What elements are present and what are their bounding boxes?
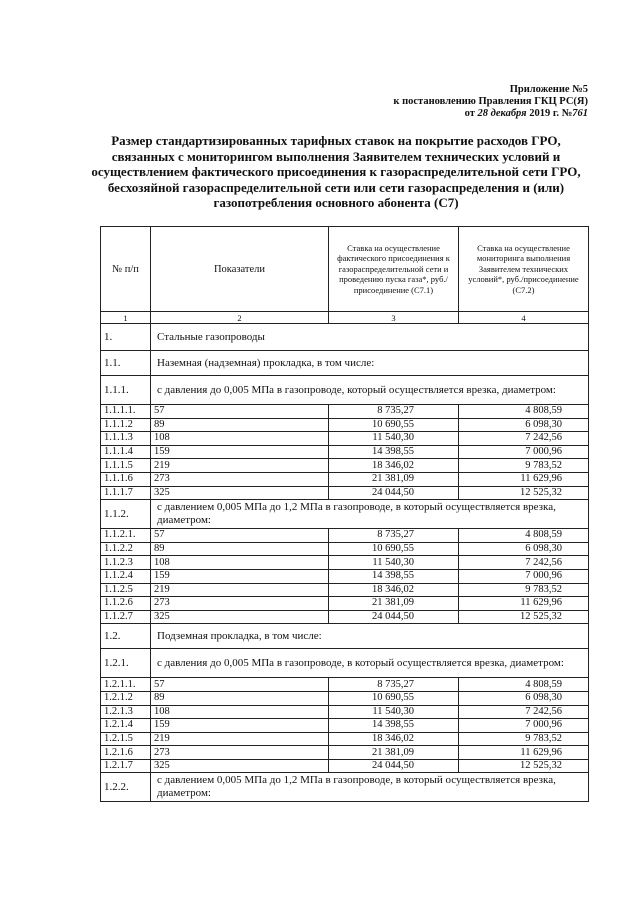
rate-monitoring-value: 9 783,52 xyxy=(459,732,589,746)
rate-connection-value: 21 381,09 xyxy=(329,746,459,760)
appendix-title: Приложение №5 xyxy=(509,84,588,95)
date-year: 2019 г. xyxy=(529,108,560,119)
appendix-date-line xyxy=(393,108,588,120)
rate-monitoring-value: 6 098,30 xyxy=(459,418,589,432)
rate-connection-value: 11 540,30 xyxy=(329,432,459,446)
row-number: 1.2.1.5 xyxy=(101,732,151,746)
rate-monitoring-value: 11 629,96 xyxy=(459,746,589,760)
pipe-diameter: 108 xyxy=(151,705,329,719)
row-number: 1.2.1.3 xyxy=(101,705,151,719)
row-number: 1.1.1.7 xyxy=(101,486,151,500)
pipe-diameter: 159 xyxy=(151,719,329,733)
rate-monitoring-value: 7 000,96 xyxy=(459,569,589,583)
pipe-diameter: 325 xyxy=(151,486,329,500)
table-row xyxy=(101,418,589,432)
table-row xyxy=(101,678,589,692)
table-header-row xyxy=(101,227,589,312)
appendix-reference: к постановлению Правления ГКЦ РС(Я) xyxy=(393,96,588,107)
pipe-diameter: 325 xyxy=(151,759,329,773)
document-title: Размер стандартизированных тарифных ставок на покрытие расходов ГРО, связанных с мониторингом выполнения Заявителем технических условий и осуществлением фактического присоединения к газораспределительной сети ГРО, бесхозяйной газораспределительной сети или сети газораспределения и (или) газопотребления основного абонента (С7) xyxy=(91,133,581,211)
rate-connection-value: 14 398,55 xyxy=(329,569,459,583)
rate-monitoring-value: 11 629,96 xyxy=(459,597,589,611)
pipe-diameter: 325 xyxy=(151,610,329,624)
pipe-diameter: 57 xyxy=(151,678,329,692)
pipe-diameter: 219 xyxy=(151,459,329,473)
rate-monitoring-value: 7 242,56 xyxy=(459,705,589,719)
table-row xyxy=(101,529,589,543)
row-number: 1.2.1.4 xyxy=(101,719,151,733)
row-number: 1.2.1.1. xyxy=(101,678,151,692)
pipe-diameter: 57 xyxy=(151,405,329,419)
row-number: 1.1.1.4 xyxy=(101,445,151,459)
table-row xyxy=(101,486,589,500)
rate-connection-value: 18 346,02 xyxy=(329,732,459,746)
row-label: с давлением 0,005 МПа до 1,2 МПа в газопроводе, в который осуществляется врезка, диаметром: xyxy=(151,773,589,802)
pipe-diameter: 273 xyxy=(151,746,329,760)
section-row xyxy=(101,324,589,351)
section-row xyxy=(101,500,589,529)
rate-connection-value: 8 735,27 xyxy=(329,405,459,419)
table-row xyxy=(101,432,589,446)
row-number: 1.1.1.5 xyxy=(101,459,151,473)
row-number: 1.2.1.2 xyxy=(101,691,151,705)
section-row xyxy=(101,624,589,649)
rate-monitoring-value: 4 808,59 xyxy=(459,405,589,419)
column-number: 2 xyxy=(151,312,329,324)
column-number: 1 xyxy=(101,312,151,324)
rate-connection-value: 14 398,55 xyxy=(329,719,459,733)
row-number: 1.1.2.5 xyxy=(101,583,151,597)
row-number: 1.1.1.3 xyxy=(101,432,151,446)
row-number: 1.1.2.2 xyxy=(101,542,151,556)
rate-monitoring-value: 7 000,96 xyxy=(459,445,589,459)
rate-connection-value: 10 690,55 xyxy=(329,418,459,432)
rate-monitoring-value: 12 525,32 xyxy=(459,610,589,624)
row-number: 1.1. xyxy=(101,351,151,376)
rate-monitoring-value: 7 000,96 xyxy=(459,719,589,733)
table-row xyxy=(101,405,589,419)
pipe-diameter: 89 xyxy=(151,691,329,705)
pipe-diameter: 219 xyxy=(151,732,329,746)
rate-monitoring-value: 4 808,59 xyxy=(459,678,589,692)
section-row xyxy=(101,376,589,405)
pipe-diameter: 273 xyxy=(151,472,329,486)
document-number: 761 xyxy=(572,108,588,119)
section-row xyxy=(101,649,589,678)
rate-connection-value: 18 346,02 xyxy=(329,583,459,597)
pipe-diameter: 57 xyxy=(151,529,329,543)
appendix-block xyxy=(393,84,588,120)
pipe-diameter: 159 xyxy=(151,569,329,583)
table-row xyxy=(101,691,589,705)
row-label: Стальные газопроводы xyxy=(151,324,589,351)
row-label: с давлением 0,005 МПа до 1,2 МПа в газопроводе, в который осуществляется врезка, диаметром: xyxy=(151,500,589,529)
row-number: 1.1.1.6 xyxy=(101,472,151,486)
table-row xyxy=(101,556,589,570)
row-number: 1.1.2.7 xyxy=(101,610,151,624)
pipe-diameter: 89 xyxy=(151,542,329,556)
rate-connection-value: 8 735,27 xyxy=(329,678,459,692)
pipe-diameter: 108 xyxy=(151,556,329,570)
table-row xyxy=(101,732,589,746)
header-rate-connection: Ставка на осуществление фактического присоединения к газораспределительной сети и проведению пуска газа*, руб./присоединение (С7.1) xyxy=(329,227,459,312)
rate-connection-value: 11 540,30 xyxy=(329,705,459,719)
rate-connection-value: 10 690,55 xyxy=(329,542,459,556)
row-number: 1.2.1.7 xyxy=(101,759,151,773)
row-label: с давления до 0,005 МПа в газопроводе, который осуществляется врезка, диаметром: xyxy=(151,376,589,405)
rate-connection-value: 11 540,30 xyxy=(329,556,459,570)
row-number: 1.1.2.6 xyxy=(101,597,151,611)
row-number: 1.1.2.3 xyxy=(101,556,151,570)
rate-connection-value: 21 381,09 xyxy=(329,597,459,611)
rate-monitoring-value: 4 808,59 xyxy=(459,529,589,543)
row-number: 1.2.1.6 xyxy=(101,746,151,760)
header-indicators: Показатели xyxy=(151,227,329,312)
column-number: 3 xyxy=(329,312,459,324)
rate-monitoring-value: 6 098,30 xyxy=(459,691,589,705)
row-label: Подземная прокладка, в том числе: xyxy=(151,624,589,649)
table-row xyxy=(101,445,589,459)
row-number: 1.1.1.2 xyxy=(101,418,151,432)
number-label: № xyxy=(561,108,573,119)
rate-monitoring-value: 9 783,52 xyxy=(459,459,589,473)
date-prefix: от xyxy=(464,108,475,119)
rate-connection-value: 14 398,55 xyxy=(329,445,459,459)
rate-monitoring-value: 12 525,32 xyxy=(459,759,589,773)
table-row xyxy=(101,719,589,733)
header-number: № п/п xyxy=(101,227,151,312)
rate-monitoring-value: 12 525,32 xyxy=(459,486,589,500)
row-number: 1.1.1.1. xyxy=(101,405,151,419)
section-row xyxy=(101,773,589,802)
row-label: Наземная (надземная) прокладка, в том числе: xyxy=(151,351,589,376)
column-number: 4 xyxy=(459,312,589,324)
rate-monitoring-value: 7 242,56 xyxy=(459,432,589,446)
rate-connection-value: 18 346,02 xyxy=(329,459,459,473)
row-label: с давления до 0,005 МПа в газопроводе, в который осуществляется врезка, диаметром: xyxy=(151,649,589,678)
row-number: 1.2. xyxy=(101,624,151,649)
table-row xyxy=(101,597,589,611)
table-row xyxy=(101,472,589,486)
rate-monitoring-value: 7 242,56 xyxy=(459,556,589,570)
table-row xyxy=(101,569,589,583)
rate-connection-value: 21 381,09 xyxy=(329,472,459,486)
table-row xyxy=(101,583,589,597)
pipe-diameter: 219 xyxy=(151,583,329,597)
row-number: 1.2.2. xyxy=(101,773,151,802)
table-row xyxy=(101,705,589,719)
row-number: 1.1.2. xyxy=(101,500,151,529)
rate-monitoring-value: 6 098,30 xyxy=(459,542,589,556)
table-row xyxy=(101,610,589,624)
pipe-diameter: 108 xyxy=(151,432,329,446)
rate-connection-value: 24 044,50 xyxy=(329,486,459,500)
table-row xyxy=(101,459,589,473)
pipe-diameter: 159 xyxy=(151,445,329,459)
table-row xyxy=(101,746,589,760)
rate-connection-value: 8 735,27 xyxy=(329,529,459,543)
rate-monitoring-value: 11 629,96 xyxy=(459,472,589,486)
row-number: 1.1.1. xyxy=(101,376,151,405)
row-number: 1. xyxy=(101,324,151,351)
date-month: декабря xyxy=(490,108,527,119)
rate-monitoring-value: 9 783,52 xyxy=(459,583,589,597)
row-number: 1.2.1. xyxy=(101,649,151,678)
rate-connection-value: 24 044,50 xyxy=(329,610,459,624)
table-row xyxy=(101,542,589,556)
section-row xyxy=(101,351,589,376)
rate-connection-value: 24 044,50 xyxy=(329,759,459,773)
rate-connection-value: 10 690,55 xyxy=(329,691,459,705)
column-number-row xyxy=(101,312,589,324)
pipe-diameter: 89 xyxy=(151,418,329,432)
pipe-diameter: 273 xyxy=(151,597,329,611)
header-rate-monitoring: Ставка на осуществление мониторинга выполнения Заявителем технических условий*, руб./присоединение (С7.2) xyxy=(459,227,589,312)
row-number: 1.1.2.4 xyxy=(101,569,151,583)
table-row xyxy=(101,759,589,773)
row-number: 1.1.2.1. xyxy=(101,529,151,543)
tariff-table xyxy=(100,226,589,802)
date-day: 28 xyxy=(477,108,489,119)
